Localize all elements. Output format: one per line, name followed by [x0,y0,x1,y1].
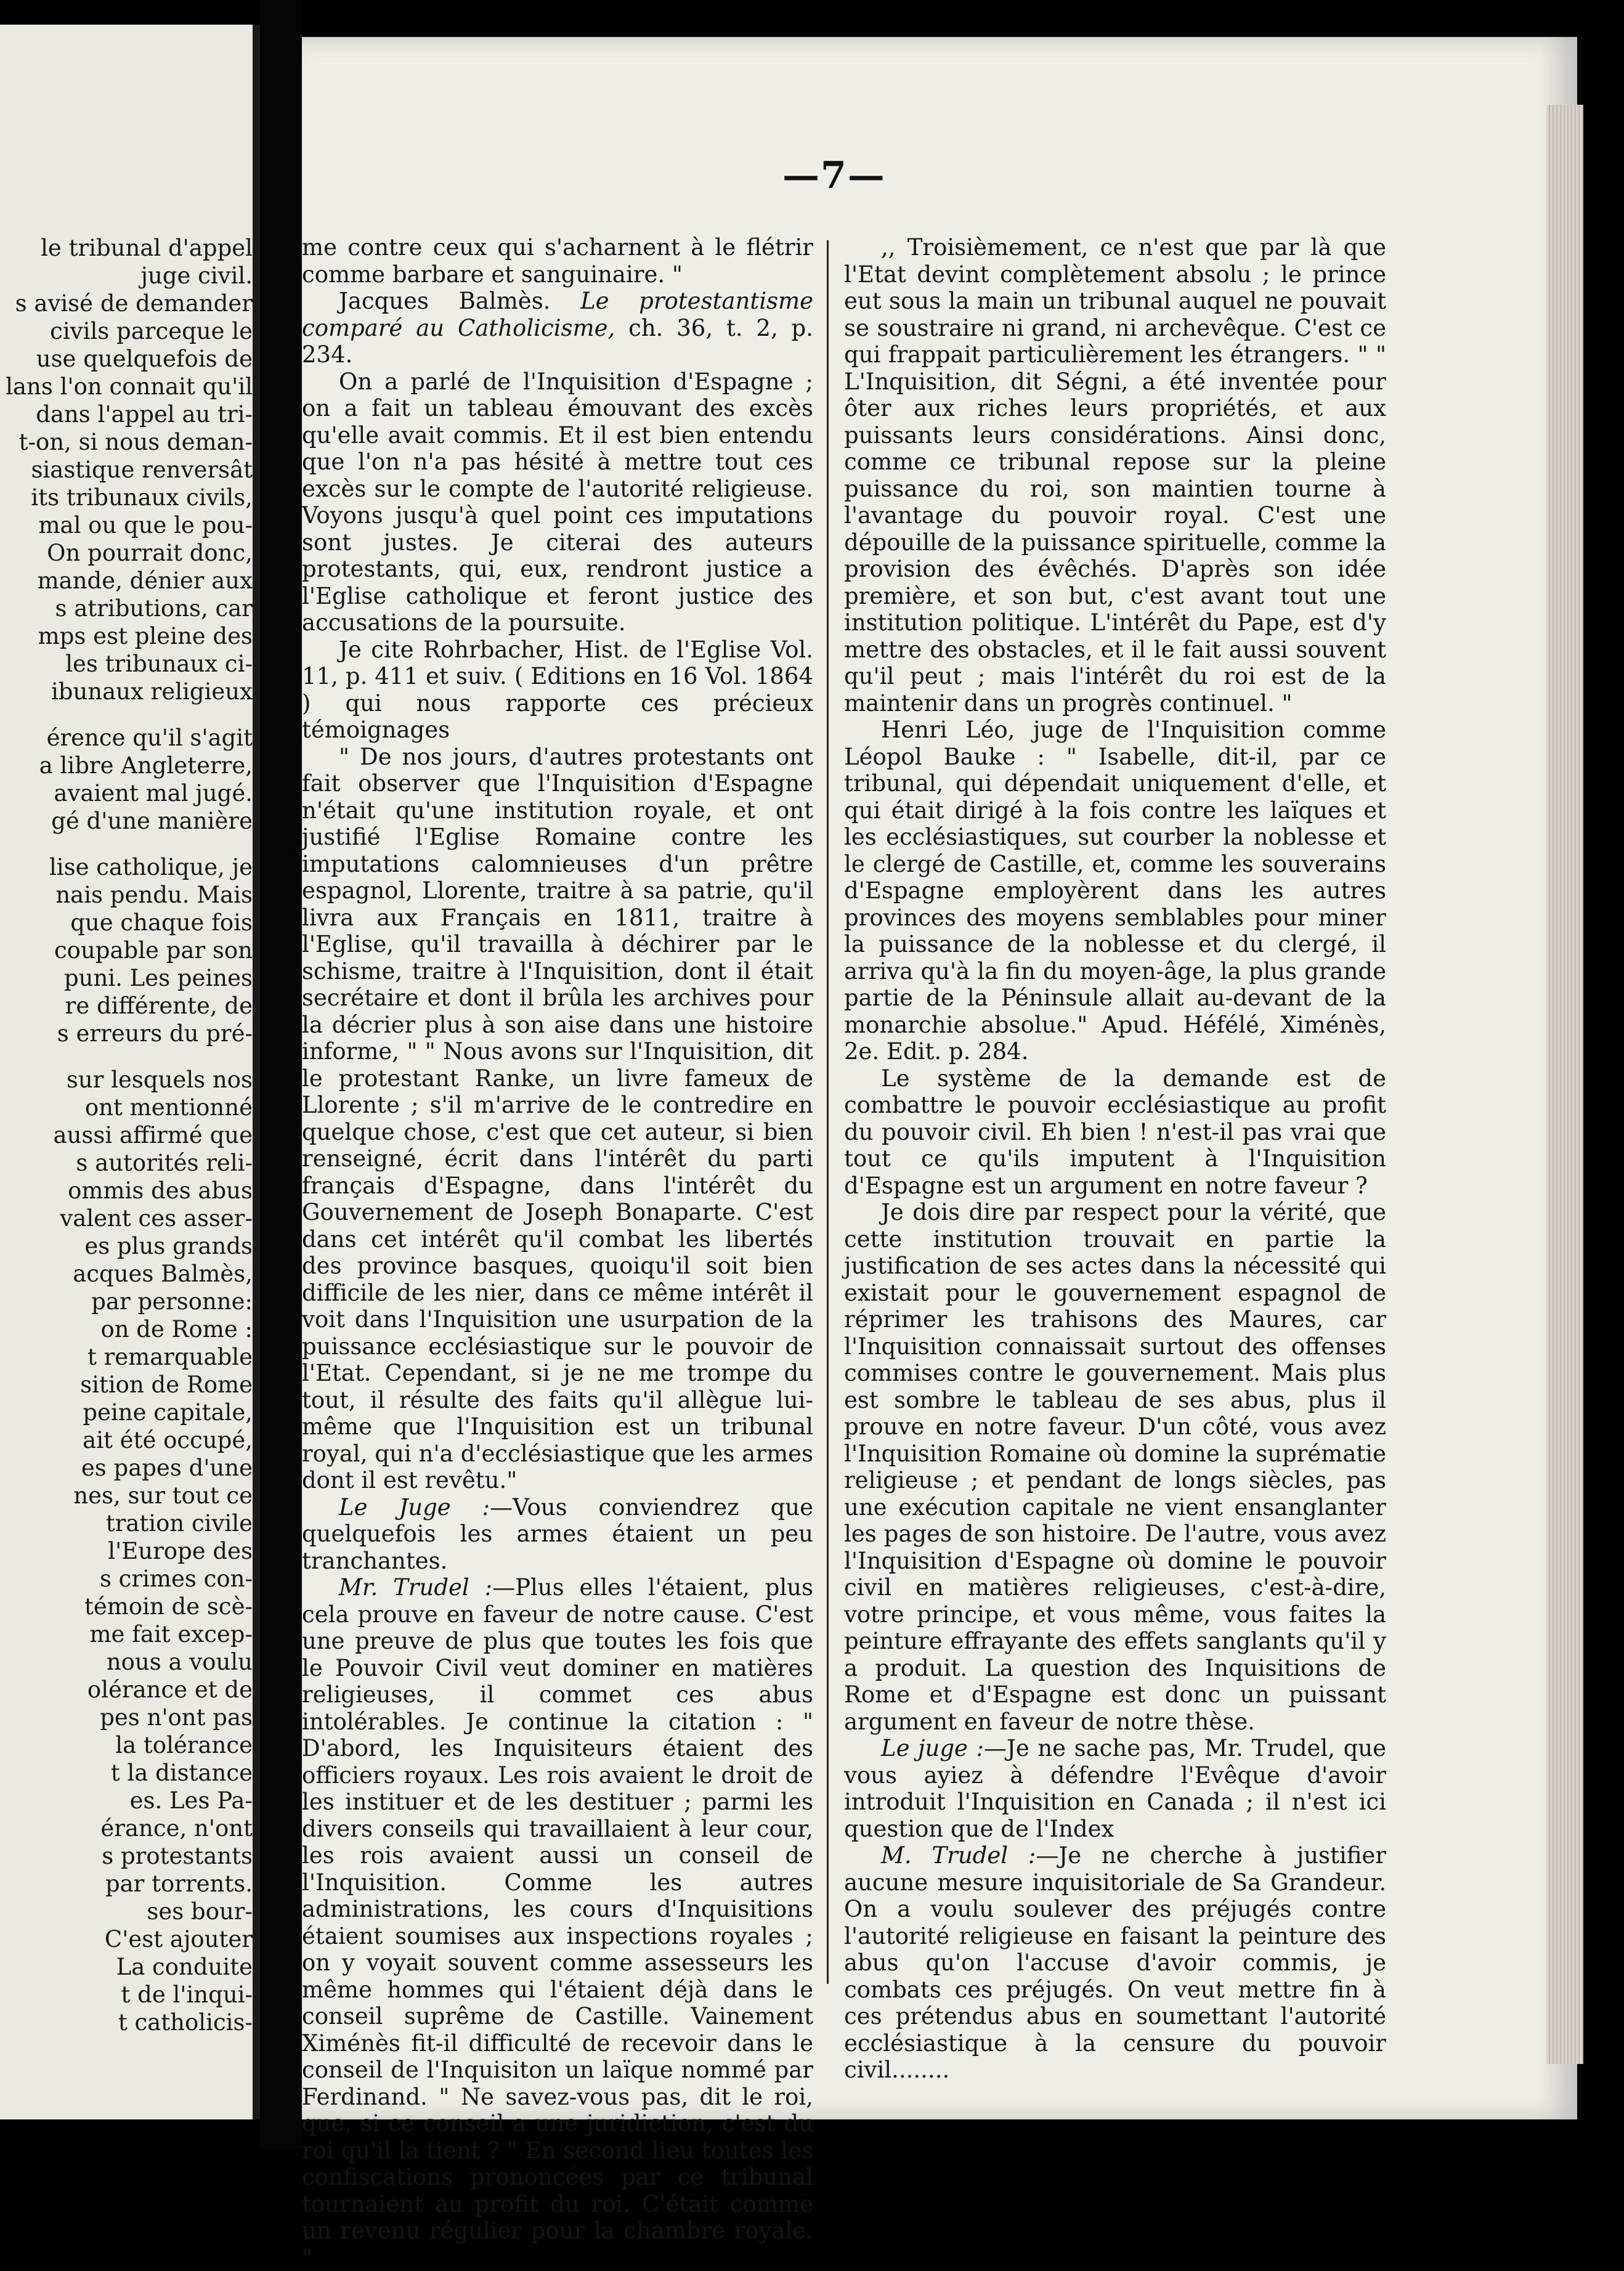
paragraph: On a parlé de l'Inquisition d'Espagne ; on a fait un tableau émouvant des excès qu'elle avait commis. Et il est bien entendu que l'on n'a pas hésité à mettre tout ces excès sur le compte de l'autorité religieuse. Voyons jusqu'à quel point ces imputations sont justes. Je citerai des auteurs protestants, qui, eux, rendront justice a l'Eglise catholique et feront justice des accusations de la poursuite. [302,368,813,636]
left-page-line: its tribunaux civils, [31,484,253,511]
dialogue-text: —Plus elles l'étaient, plus cela prouve en faveur de notre cause. C'est une preuve de plus que toutes les fois que le Pouvoir Civil veut dominer en matières religieuses, il commet ces abus intolérables. Je continue la citation : " D'abord, les Inquisiteurs étaient des officiers royaux. Les rois avaient le droit de les instituer et de les destituer ; parmi les divers conseils qui travaillaient à leur cour, les rois avaient aussi un conseil de l'Inquisition. Comme les autres administrations, les cours d'Inquisitions étaient soumises aux inspections royales ; on y voyait souvent comme assesseurs les même hommes qui l'étaient déjà dans le conseil suprême de Castille. Vainement Ximénès fit-il difficulté de recevoir dans le conseil de l'Inquisiton un laïque nommé par Ferdinand. " Ne savez-vous pas, dit le roi, que, si ce conseil a une juridiction, c'est du roi qu'il la tient ? " En second lieu toutes les confiscations prononcées par ce tribunal tournaient au profit du roi. C'était comme un revenu régulier pour la chambre royale. " [302,1574,813,2271]
left-page-line: ommis des abus [68,1177,253,1204]
speaker: Mr. Trudel : [339,1574,493,1601]
left-page-line: tration civile [105,1510,253,1537]
left-page-line: sur lesquels nos [66,1066,253,1093]
left-page-line: gé d'une manière [51,808,253,834]
left-page-line: érence qu'il s'agit [46,725,253,751]
dialogue-paragraph [844,1842,1386,2084]
citation-title: Le protestantisme comparé au Catholicisme, [302,288,813,341]
left-page-line: s atributions, car [55,595,253,622]
left-page-line: dans l'appel au tri- [36,401,253,428]
citation-author: Jacques Balmès. [339,288,551,314]
speaker: Le juge : [881,1735,984,1761]
left-page-line: es papes d'une [81,1455,253,1481]
left-page-line: acques Balmès, [73,1261,253,1287]
dialogue-text: —Vous conviendrez que quelquefois les armes étaient un peu tranchantes. [302,1493,814,1574]
paragraph: " De nos jours, d'autres protestants ont fait observer que l'Inquisition d'Espagne n'était qu'une institution royale, et ont justifié l'Eglise Romaine contre les imputations calomnieuses d'un prêtre espagnol, Llorente, traitre à sa patrie, qu'il livra aux Français en 1811, traitre à l'Eglise, qu'il travailla à déchirer par le schisme, traitre à l'Inquisition, dont il était secrétaire et dont il brûla les archives pour la décrier plus à son aise dans une histoire informe, " " Nous avons sur l'Inquisition, dit le protestant Ranke, un livre fameux de Llorente ; s'il m'arrive de le contredire en quelque chose, c'est que cet auteur, si bien renseigné, écrit dans l'intérêt du parti français d'Espagne, dans l'intérêt du Gouvernement de Joseph Bonaparte. C'est dans cet intérêt qu'il combat les libertés des province basques, quoiqu'il soit bien difficile de les nier, dans ce même intérêt il voit dans l'Inquisition une usurpation de la puissance ecclésiastique sur le pouvoir de l'Etat. Cependant, si je ne me trompe du tout, il résulte des faits qu'il allègue lui-même que l'Inquisition est un tribunal royal, qui n'a d'ecclésiastique que les armes dont il est revêtu." [302,743,813,1493]
paragraph: Je dois dire par respect pour la vérité, que cette institution trouvait en partie la justification de ses actes dans la nécessité qui existait pour le gouvernement espagnol de réprimer les trahisons des Maures, car l'Inquisition connaissait surtout des offenses commises contre le gouvernement. Mais plus est sombre le tableau de ses abus, plus il prouve en notre faveur. D'un côté, vous avez l'Inquisition Romaine où domine la suprématie religieuse ; et pendant de longs siècles, pas une exécution capitale ne vient ensanglanter les pages de son histoire. De l'autre, vous avez l'Inquisition d'Espagne où domine le pouvoir civil en matières religieuses, c'est-à-dire, votre principe, et vous même, vous faites la peinture effrayante des effets sanglants qu'il y a produit. La question des Inquisitions de Rome et d'Espagne est donc un puissant argument en faveur de notre thèse. [844,1199,1386,1735]
left-page-line: On pourrait donc, [47,540,253,566]
left-page-text [0,234,253,2036]
left-page-line: t remarquable [87,1344,253,1370]
left-page-line: nous a voulu [106,1649,253,1675]
left-page-line: es plus grands [84,1233,253,1259]
paragraph: Le système de la demande est de combattre le pouvoir ecclésiastique au profit du pouvoir civil. Eh bien ! n'est-il pas vrai que tout ce qu'ils imputent à l'Inquisition d'Espagne est un argument en notre faveur ? [844,1065,1386,1199]
left-page-line: C'est ajouter [104,1926,253,1952]
left-page-line: me fait excep- [89,1621,253,1647]
left-page-line: témoin de scè- [84,1593,253,1620]
left-page-line: puni. Les peines [63,965,253,991]
left-page-gap [0,705,253,724]
left-page-line: ait été occupé, [83,1427,253,1453]
left-page-line: peine capitale, [83,1399,253,1426]
left-page-line: juge civil. [140,262,253,289]
speaker: M. Trudel : [881,1842,1036,1869]
left-page-line: les tribunaux ci- [65,651,253,677]
left-page-line: nes, sur tout ce [73,1482,253,1509]
left-page-line: que chaque fois [70,909,253,936]
column-rule [827,240,829,1984]
left-page-gap [0,1047,253,1066]
book-gutter [260,0,302,2149]
left-page-line: par torrents. [105,1871,253,1897]
left-page-line: re différente, de [65,993,253,1019]
paragraph: me contre ceux qui s'acharnent à le flétrir comme barbare et sanguinaire. " [302,234,813,288]
left-page-line: mps est pleine des [38,623,253,649]
left-page-line: a libre Angleterre, [39,752,253,779]
left-page-line: civils parceque le [50,318,253,344]
left-page-line: s protestants [102,1843,253,1869]
left-page-line: La conduite [116,1954,253,1980]
page-edge [1546,105,1583,2064]
citation-ref: ch. 36, t. 2, p. 234. [302,314,814,368]
left-page-line: pes n'ont pas [100,1704,253,1731]
paragraph: Henri Léo, juge de l'Inquisition comme Léopol Bauke : " Isabelle, dit-il, par ce tribunal, qui dépendait uniquement d'elle, et qui était dirigé à la fois contre les laïques et les ecclésiastiques, sut courber la noblesse et le clergé de Castille, et, comme les souverains d'Espagne employèrent dans les autres provinces des moyens semblables pour miner la puissance de la noblesse et du clergé, il arriva qu'à la fin du moyen-âge, la plus grande partie de la Péninsule allait au-devant de la monarchie absolue." Apud. Héfélé, Ximénès, 2e. Edit. p. 284. [844,717,1386,1065]
left-page-line: mal ou que le pou- [38,512,253,538]
left-page-line: valent ces asser- [60,1205,253,1232]
page-number: —7— [782,154,886,197]
dialogue-paragraph [302,1494,813,1575]
left-page-line: le tribunal d'appel [41,235,253,261]
left-page-line: ses bour- [147,1898,253,1925]
left-page-line: s avisé de demander [15,290,253,317]
left-page-line: s erreurs du pré- [57,1020,253,1047]
left-page-line: par personne: [91,1288,253,1315]
left-page-line: coupable par son [54,937,253,964]
citation [302,288,813,368]
paragraph: ,, Troisièmement, ce n'est que par là que l'Etat devint complètement absolu ; le prince eut sous la main un tribunal auquel ne pouvait se soustraire ni grand, ni archevêque. C'est ce qui frappait particulièrement les étrangers. " " L'Inquisition, dit Ségni, a été inventée pour ôter aux riches leurs propriétés, et aux puissants leurs considérations. Ainsi donc, comme ce tribunal repose sur la pleine puissance du roi, son maintien tourne à l'avantage du pouvoir royal. C'est une dépouille de la puissance spirituelle, comme la provision des évêchés. D'après son idée première, et son but, c'est avant tout une institution politique. L'intérêt du Pape, est d'y mettre des obstacles, et il le fait aussi souvent qu'il peut ; mais l'intérêt du roi est de la maintenir dans un progrès continuel. " [844,234,1386,717]
speaker: Le Juge : [339,1493,490,1521]
left-page-line: ont mentionné [84,1094,253,1121]
left-page-line: la tolérance [115,1732,253,1758]
left-page-line: avaient mal jugé. [54,780,253,806]
dialogue-paragraph [302,1574,813,2271]
left-page-line: mande, dénier aux [37,567,253,594]
left-page-line: lans l'on connait qu'il [6,373,253,400]
left-page-line: olérance et de [87,1676,253,1703]
left-page-line: aussi affirmé que [53,1122,253,1148]
column-2 [844,234,1386,2084]
left-page-line: t de l'inqui- [121,1981,253,2008]
left-page-line: s autorités reli- [76,1150,253,1176]
left-page-line: use quelquefois de [36,346,253,372]
left-page-line: l'Europe des [108,1538,253,1564]
left-page-line: siastique renversât [31,457,253,483]
left-page-line: t la distance [110,1760,253,1786]
left-page-line: s crimes con- [99,1566,253,1592]
left-page-line: nais pendu. Mais [55,882,253,908]
column-1 [302,234,813,2271]
paragraph: Je cite Rohrbacher, Hist. de l'Eglise Vol. 11, p. 411 et suiv. ( Editions en 16 Vol. 1864 ) qui nous rapporte ces précieux témoignages [302,636,813,743]
left-page-line: érance, n'ont [100,1815,253,1842]
dialogue-paragraph [844,1735,1386,1842]
dialogue-text: —Je ne cherche à justifier aucune mesure inquisitoriale de Sa Grandeur. On a voulu soulever des préjugés contre l'autorité religieuse en faisant la peinture des abus qu'on l'accuse d'avoir commis, je combats ces préjugés. On veut mettre fin à ces prétendus abus en soumettant l'autorité ecclésiastique à la censure du pouvoir civil........ [844,1842,1387,2083]
left-page-line: ibunaux religieux [51,678,253,705]
left-page-gap [0,835,253,853]
left-page-line: t-on, si nous deman- [18,429,253,455]
left-page-line: on de Rome : [100,1316,253,1343]
left-page [0,25,260,2119]
left-page-line: sition de Rome [80,1371,253,1398]
left-page-line: t catholicis- [118,2009,253,2036]
dialogue-text: —Je ne sache pas, Mr. Trudel, que vous ayiez à défendre l'Evêque d'avoir introduit l'Inquisition en Canada ; il n'est ici question que de l'Index [844,1735,1387,1842]
left-page-line: es. Les Pa- [129,1787,253,1814]
left-page-line: lise catholique, je [49,854,253,880]
